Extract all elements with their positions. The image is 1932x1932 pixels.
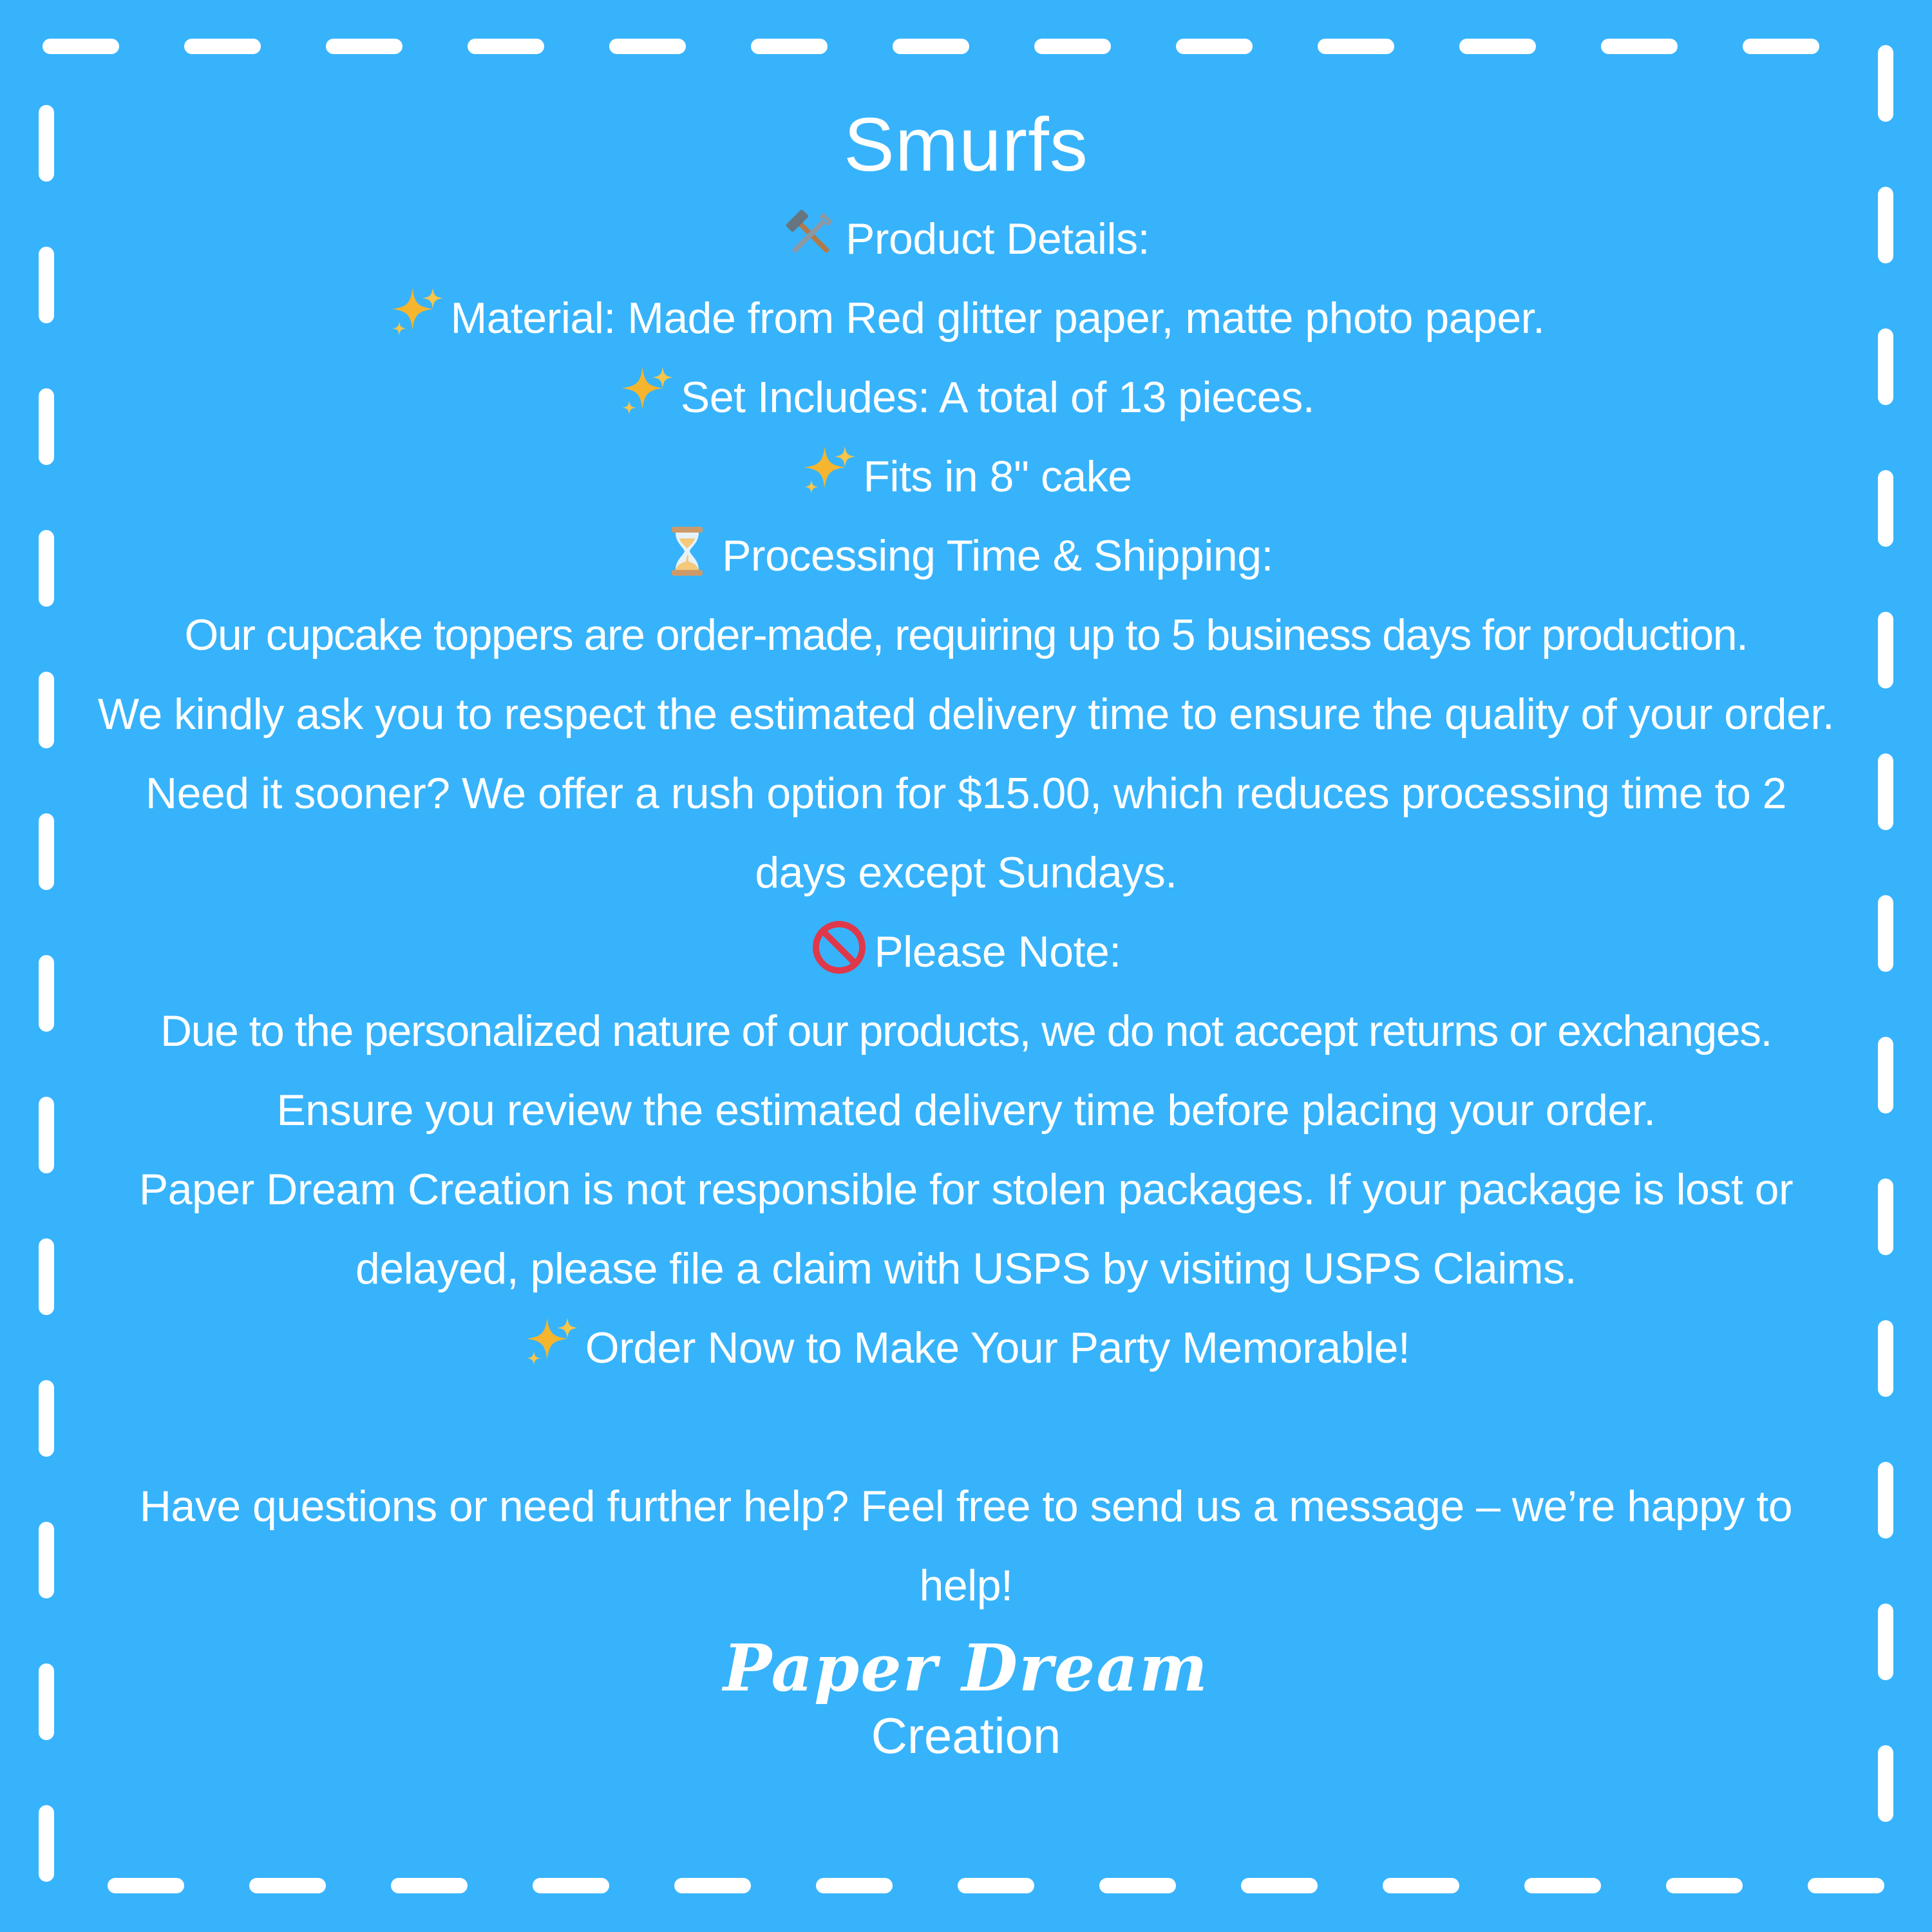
page-title: Smurfs bbox=[844, 102, 1088, 187]
fits-line bbox=[97, 437, 1835, 516]
logo-script-text: Paper Dream bbox=[723, 1630, 1209, 1706]
sparkles-icon bbox=[388, 285, 444, 342]
logo-sub-text: Creation bbox=[871, 1707, 1061, 1764]
order-now-text: Order Now to Make Your Party Memorable! bbox=[585, 1323, 1410, 1372]
processing-text-1: Our cupcake toppers are order-made, requiring up to 5 business days for production. bbox=[184, 611, 1748, 659]
note-text-1: Due to the personalized nature of our products, we do not accept returns or exchanges. bbox=[160, 1007, 1772, 1056]
material-line bbox=[97, 279, 1835, 358]
questions-text: Have questions or need further help? Feel free to send us a message – we’re happy to help! bbox=[139, 1482, 1793, 1610]
order-now-line bbox=[97, 1309, 1835, 1388]
spacer bbox=[97, 1388, 1835, 1467]
material-text: Material: Made from Red glitter paper, matte photo paper. bbox=[450, 294, 1545, 343]
sparkles-icon bbox=[800, 444, 857, 500]
set-includes-text: Set Includes: A total of 13 pieces. bbox=[680, 373, 1315, 422]
note-text-2: Ensure you review the estimated delivery time before placing your order. bbox=[276, 1086, 1656, 1135]
hourglass-icon bbox=[659, 523, 715, 580]
sparkles-icon bbox=[618, 365, 674, 421]
product-details-text: Product Details: bbox=[846, 214, 1150, 263]
processing-heading-text: Processing Time & Shipping: bbox=[722, 531, 1273, 580]
processing-text-2: We kindly ask you to respect the estimated delivery time to ensure the quality of your order. bbox=[97, 690, 1835, 739]
product-details-heading bbox=[97, 200, 1835, 279]
note-heading-text: Please Note: bbox=[874, 927, 1121, 976]
sparkles-icon bbox=[522, 1315, 579, 1372]
note-heading bbox=[97, 913, 1835, 992]
brand-logo bbox=[97, 1629, 1835, 1765]
prohibited-icon bbox=[811, 919, 867, 976]
processing-heading bbox=[97, 516, 1835, 596]
note-text-3: Paper Dream Creation is not responsible for stolen packages. If your package is lost or delayed, please file a claim with USPS by visiting USPS Claims. bbox=[138, 1165, 1794, 1293]
fits-text: Fits in 8" cake bbox=[863, 452, 1132, 501]
set-includes-line bbox=[97, 358, 1835, 437]
description-card bbox=[97, 90, 1835, 1765]
hammer-and-wrench-icon bbox=[782, 206, 839, 263]
rush-option-text: Need it sooner? We offer a rush option for $15.00, which reduces processing time to 2 days except Sundays. bbox=[145, 769, 1786, 897]
